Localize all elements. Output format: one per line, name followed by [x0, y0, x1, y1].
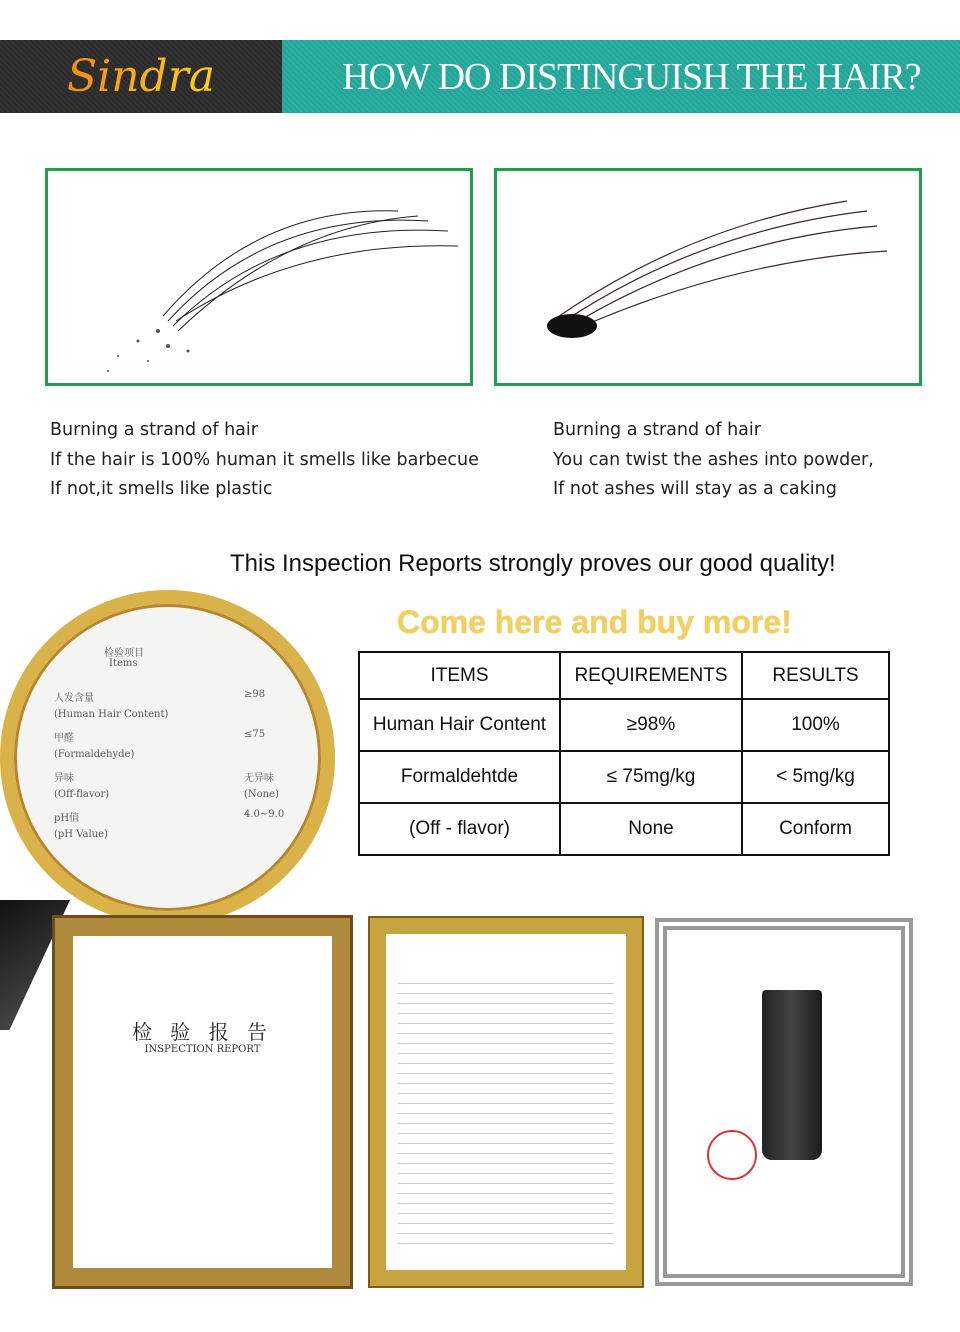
official-stamp-icon [707, 1130, 757, 1180]
table-header-row [359, 652, 889, 699]
table-cell: None [560, 803, 742, 855]
lens-text: (Formaldehyde) [54, 749, 135, 760]
lens-text: (Off-flavor) [54, 789, 110, 800]
table-cell: Formaldehtde [359, 751, 560, 803]
certificate-title-cn: 检 验 报 告 [131, 1020, 274, 1044]
header-cell: REQUIREMENTS [560, 652, 742, 699]
burning-hair-ash-photo [45, 168, 473, 386]
burning-synthetic-hair-photo [494, 168, 922, 386]
table-row [359, 803, 889, 855]
lens-text: 检验项目 [104, 648, 144, 659]
caption-line: You can twist the ashes into powder, [553, 449, 874, 470]
table-cell: 100% [742, 699, 889, 751]
header-banner [0, 40, 960, 113]
lens-text: ≥98 [244, 689, 266, 700]
table-cell: Conform [742, 803, 889, 855]
header-cell: ITEMS [359, 652, 560, 699]
hair-sample-photo [762, 990, 822, 1160]
lens-text: 4.0~9.0 [244, 809, 285, 820]
inspection-certificate-3 [655, 918, 913, 1286]
lens-text: Items [109, 658, 138, 669]
magnifier-lens [0, 590, 335, 925]
lens-text: (pH Value) [54, 829, 108, 840]
caption-line: If not,it smells like plastic [50, 479, 273, 499]
inspection-certificate-1 [55, 918, 350, 1286]
lens-text: 无异味 [244, 773, 274, 784]
lens-text: 人发含量 [54, 693, 94, 704]
table-cell: < 5mg/kg [742, 751, 889, 803]
brand-logo [0, 40, 282, 113]
table-row [359, 699, 889, 751]
caption-line: If the hair is 100% human it smells like barbecue [50, 449, 479, 470]
table-cell: ≤ 75mg/kg [560, 751, 742, 803]
report-table-graphic [398, 974, 614, 1250]
inspection-table [358, 651, 890, 856]
header-cell: RESULTS [742, 652, 889, 699]
logo-text: Sindra [67, 51, 215, 102]
caption-ash-test [553, 416, 874, 505]
lens-text: (Human Hair Content) [54, 709, 169, 720]
table-row [359, 751, 889, 803]
lens-text: pH值 [54, 813, 80, 824]
buy-more-slogan: Come here and buy more! [397, 604, 792, 640]
caption-line: Burning a strand of hair [553, 420, 761, 440]
table-cell: ≥98% [560, 699, 742, 751]
inspection-certificate-2 [370, 918, 642, 1286]
lens-text: 异味 [54, 773, 74, 784]
lens-text: ≤75 [244, 729, 266, 740]
certificate-title-en: INSPECTION REPORT [144, 1044, 261, 1055]
lens-text: (None) [244, 789, 279, 800]
caption-line: Burning a strand of hair [50, 420, 258, 440]
inspection-headline: This Inspection Reports strongly proves our good quality! [230, 550, 836, 577]
caption-line: If not ashes will stay as a caking [553, 479, 837, 499]
lens-text: 甲醛 [54, 733, 74, 744]
caption-human-hair [50, 416, 479, 505]
table-cell: Human Hair Content [359, 699, 560, 751]
table-cell: (Off - flavor) [359, 803, 560, 855]
page-title: HOW DO DISTINGUISH THE HAIR? [282, 40, 960, 113]
